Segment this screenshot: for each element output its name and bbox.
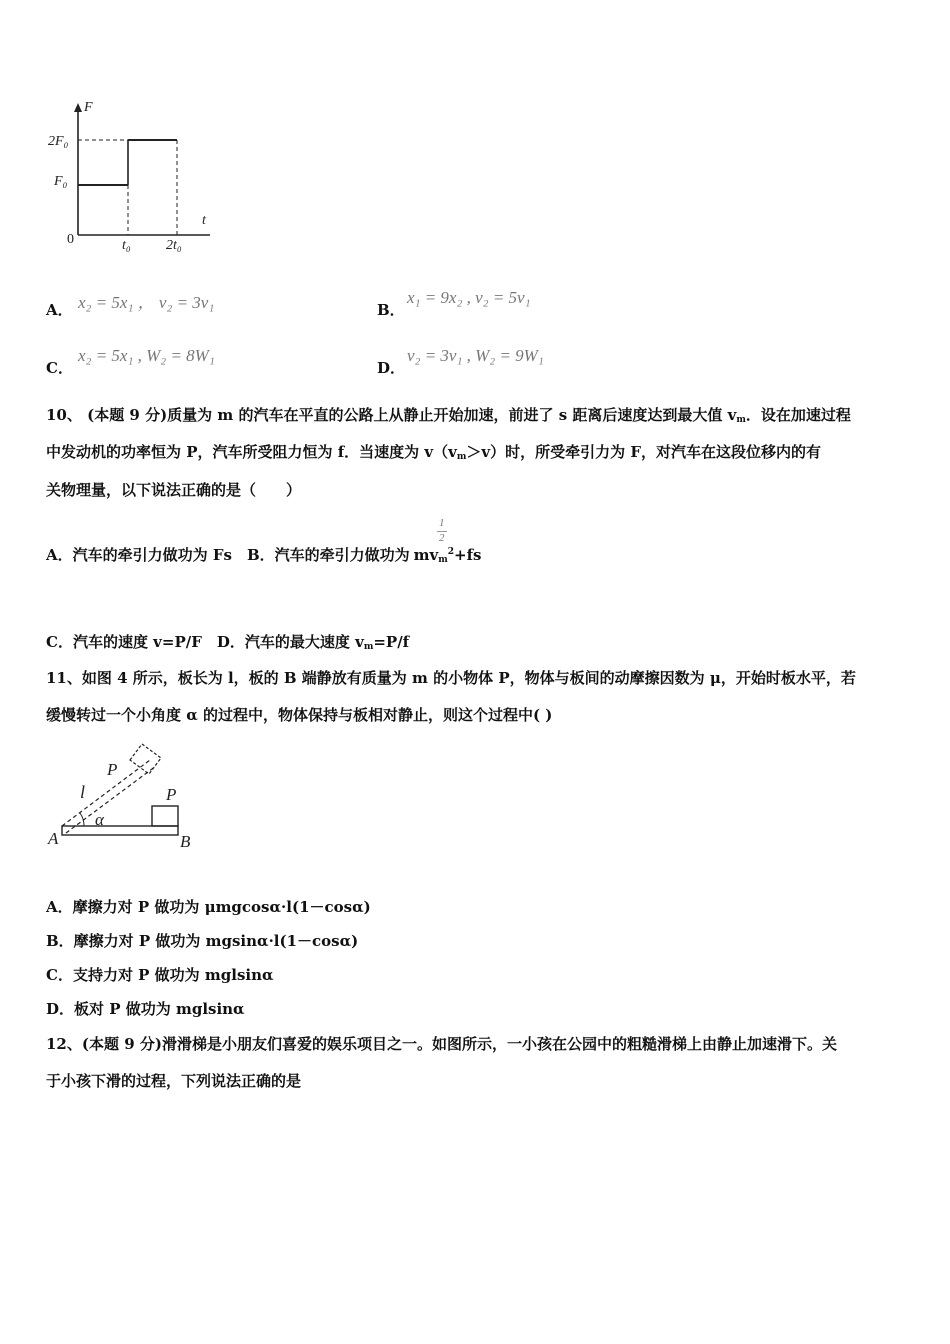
diagram-label-alpha: α <box>95 810 104 829</box>
q9-option-b-formula: x₁ = 9x₂ , v₂ = 5v₁ <box>407 288 531 307</box>
q9-option-d-label: D． <box>377 359 406 377</box>
q9-option-a-label: A． <box>46 301 73 319</box>
diagram-label-p-board: P <box>166 785 177 804</box>
q11-option-b: B．摩擦力对 P 做功为 mgsinα·l(1－cosα) <box>46 932 359 950</box>
q9-option-a-formula: x₂ = 5x₁ ， v₂ = 3v₁ <box>78 293 215 312</box>
q11-option-a: A．摩擦力对 P 做功为 μmgcosα·l(1－cosα) <box>46 898 371 916</box>
q11-option-d: D．板对 P 做功为 mglsinα <box>46 1000 245 1018</box>
x-axis-label: t <box>202 213 206 228</box>
diagram-label-a: A <box>48 829 59 848</box>
x-tick-2: 2t₀ <box>166 238 182 253</box>
q11-stem-line-1: 11、如图 4 所示，板长为 l，板的 B 端静放有质量为 m 的小物体 P，物体与板间的动摩擦因数为 μ，开始时板水平，若 <box>46 669 856 687</box>
q12-stem-line-2: 于小孩下滑的过程，下列说法正确的是 <box>46 1072 302 1090</box>
q9-option-c-formula: x₂ = 5x₁ , W₂ = 8W₁ <box>78 346 215 365</box>
q9-option-c-label: C． <box>46 359 73 377</box>
q12-stem-line-1: 12、(本题 9 分)滑滑梯是小朋友们喜爱的娱乐项目之一。如图所示，一小孩在公园中的粗糙滑梯上由静止加速滑下。关 <box>46 1035 837 1053</box>
q10-stem-line-3: 关物理量，以下说法正确的是（ ） <box>46 481 302 499</box>
force-time-graph <box>40 95 230 260</box>
q11-option-c: C．支持力对 P 做功为 mglsinα <box>46 966 274 984</box>
diagram-label-p-tilted: P <box>107 760 118 779</box>
diagram-label-l: l <box>80 782 86 802</box>
origin-label: 0 <box>67 232 74 247</box>
y-tick-low: F₀ <box>54 174 68 189</box>
q10-options-cd: C．汽车的速度 v=P/F D．汽车的最大速度 $v_m=P/f$ <box>46 633 410 652</box>
inclined-board-diagram <box>40 740 210 855</box>
x-tick-1: t₀ <box>122 238 131 253</box>
q10-stem-line-2: 中发动机的功率恒为 P，汽车所受阻力恒为 f．当速度为 $v(v_m>v)$时，所受牵引力为 F，对汽车在这段位移内的有 <box>46 443 821 462</box>
q10-options-ab: A．汽车的牵引力做功为 Fs B．汽车的牵引力做功为 $mv_m^2+fs$ <box>46 546 482 565</box>
q10-stem-line-1: 10、 (本题 9 分)质量为 m 的汽车在平直的公路上从静止开始加速，前进了 s 距离后速度达到最大值 $v_m$．设在加速过程 <box>46 406 851 425</box>
q9-option-b-label: B． <box>377 301 405 319</box>
q11-stem-line-2: 缓慢转过一个小角度 α 的过程中，物体保持与板相对静止，则这个过程中( ) <box>46 706 553 724</box>
q10-frac-denominator: 2 <box>439 532 445 544</box>
y-axis-label: F <box>84 100 93 115</box>
q10-frac-numerator: 1 <box>439 517 445 529</box>
q9-option-d-formula: v₂ = 3v₁ , W₂ = 9W₁ <box>407 346 544 365</box>
y-tick-high: 2F₀ <box>48 134 69 149</box>
diagram-label-b: B <box>180 832 191 851</box>
